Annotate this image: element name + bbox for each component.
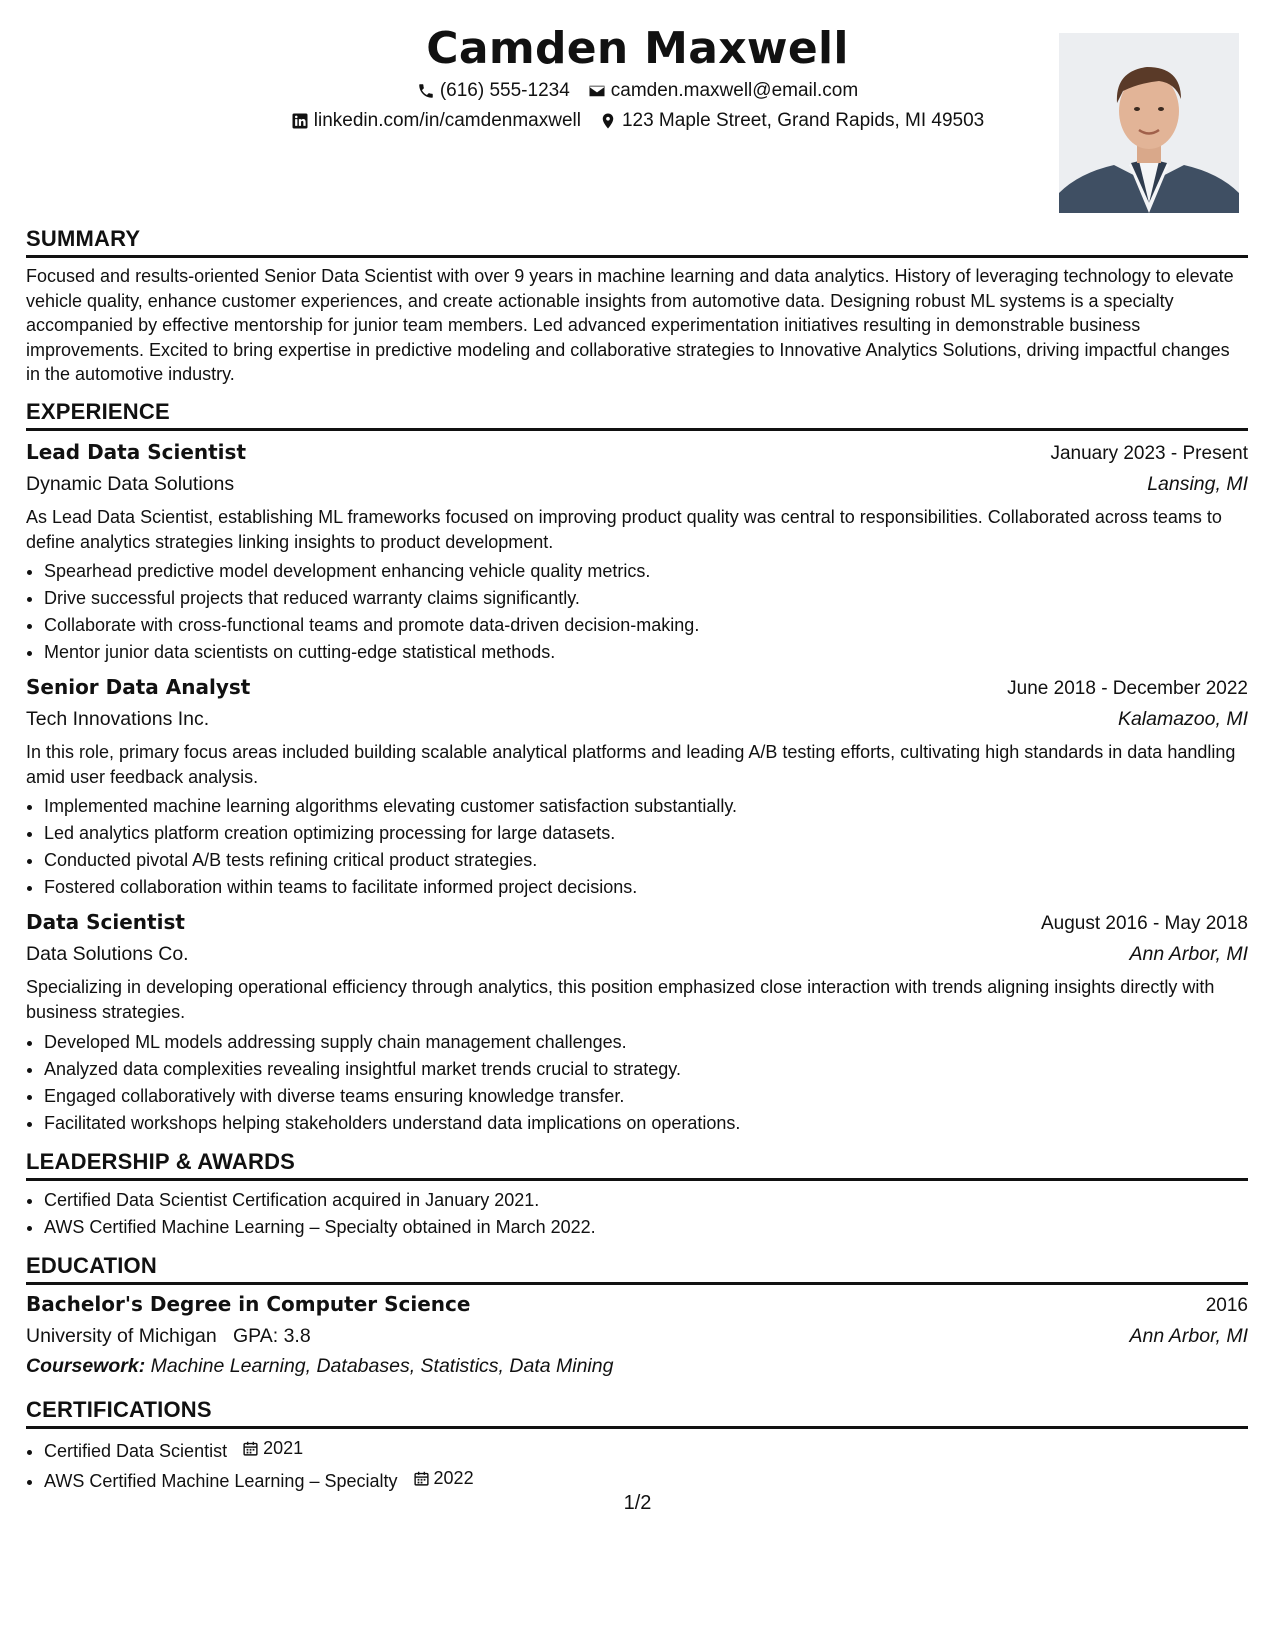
leadership-section [26,1147,1248,1241]
job-company: Data Solutions Co. [26,943,189,966]
job-dates: August 2016 - May 2018 [1040,913,1248,935]
job-bullets [26,793,1248,901]
job-location: Kalamazoo, MI [1117,708,1248,731]
job-location: Lansing, MI [1147,472,1248,495]
list-item: • Certified Data Scientist Certification acquired in January 2021. [44,1187,1248,1214]
job-title: Lead Data Scientist [26,439,246,464]
section-title-leadership: LEADERSHIP & AWARDS [26,1147,1248,1181]
summary-section [26,224,1248,387]
graduation-year: 2016 [1205,1294,1248,1316]
calendar-icon [413,1470,430,1487]
job-location: Ann Arbor, MI [1129,943,1248,966]
coursework [26,1351,1248,1381]
email-address: camden.maxwell@email.com [610,80,859,101]
phone-number: (616) 555-1234 [439,80,570,101]
coursework-label: Coursework: [26,1354,146,1377]
job-description: In this role, primary focus areas included building scalable analytical platforms and leading A/B testing efforts, cultivating high standards in data handling amid user feedback analysis. [26,742,1236,787]
candidate-name: Camden Maxwell [426,23,849,74]
school-location: Ann Arbor, MI [1129,1324,1248,1347]
list-item: • Spearhead predictive model development enhancing vehicle quality metrics. [44,558,1248,585]
job-company: Tech Innovations Inc. [26,708,210,731]
list-item [44,1465,1248,1495]
section-title-experience: EXPERIENCE [26,397,1248,431]
street-address: 123 Maple Street, Grand Rapids, MI 49503 [621,110,985,131]
resume-content [26,224,1248,1505]
coursework-list: Machine Learning, Databases, Statistics, Data Mining [150,1354,614,1377]
linkedin-url: linkedin.com/in/camdenmaxwell [313,110,581,131]
job-entry [26,437,1248,666]
certifications-section [26,1395,1248,1495]
address-contact [599,106,984,136]
degree-title: Bachelor's Degree in Computer Science [26,1291,471,1316]
job-company: Dynamic Data Solutions [26,472,235,495]
certification-date [413,1465,474,1492]
certification-name: AWS Certified Machine Learning – Specialty [44,1470,398,1491]
leadership-list [26,1187,1248,1241]
list-item: • Collaborate with cross-functional teams and promote data-driven decision-making. [44,612,1248,639]
map-pin-icon [599,112,617,130]
gpa: GPA: 3.8 [233,1324,311,1347]
section-title-certifications: CERTIFICATIONS [26,1395,1248,1429]
list-item: • Facilitated workshops helping stakeholders understand data implications on operations. [44,1110,1248,1137]
list-item: • Led analytics platform creation optimizing processing for large datasets. [44,820,1248,847]
school-name: University of Michigan [26,1324,217,1347]
page-number: 1/2 [623,1492,652,1514]
job-bullets [26,558,1248,666]
section-title-education: EDUCATION [26,1251,1248,1285]
job-dates: June 2018 - December 2022 [1007,678,1248,700]
email-contact[interactable] [588,76,858,106]
linkedin-icon [291,112,309,130]
list-item: • Analyzed data complexities revealing insightful market trends crucial to strategy. [44,1056,1248,1083]
list-item: • Developed ML models addressing supply chain management challenges. [44,1029,1248,1056]
job-title: Data Scientist [26,910,185,935]
list-item: • Engaged collaboratively with diverse teams ensuring knowledge transfer. [44,1083,1248,1110]
phone-icon [417,82,435,100]
section-title-summary: SUMMARY [26,224,1248,258]
envelope-icon [588,82,606,100]
certification-date [242,1435,303,1462]
job-description: As Lead Data Scientist, establishing ML frameworks focused on improving product quality was central to responsibilities. Collaborated across teams to define analytics strategies linking insights to product development. [26,506,1222,552]
list-item: • Mentor junior data scientists on cutting-edge statistical methods. [44,639,1248,666]
linkedin-contact[interactable] [291,106,581,136]
job-dates: January 2023 - Present [1050,442,1248,464]
certification-year: 2021 [263,1437,304,1458]
list-item: • AWS Certified Machine Learning – Specialty obtained in March 2022. [44,1214,1248,1241]
job-entry [26,907,1248,1136]
phone-contact[interactable] [417,76,570,106]
list-item: • Implemented machine learning algorithms elevating customer satisfaction substantially. [44,793,1248,820]
experience-section [26,397,1248,1137]
summary-text: Focused and results-oriented Senior Data Scientist with over 9 years in machine learning and data analytics. History of leveraging technology to elevate vehicle quality, enhance customer experiences, and create actionable insights from automotive data. Designing robust ML systems is a specialty accompanied by effective mentorship for junior team members. Led advanced experimentation initiatives resulting in demonstrable business improvements. Excited to bring expertise in predictive modeling and collaborative strategies to Innovative Analytics Solutions, driving impactful changes in the automotive industry. [26,266,1234,385]
list-item: • Conducted pivotal A/B tests refining critical product strategies. [44,847,1248,874]
school-info [26,1321,311,1351]
certification-year: 2022 [433,1467,474,1488]
education-section [26,1251,1248,1381]
calendar-icon [242,1440,259,1457]
job-entry [26,672,1248,901]
list-item: • Fostered collaboration within teams to facilitate informed project decisions. [44,874,1248,901]
job-title: Senior Data Analyst [26,675,251,700]
profile-photo [1059,33,1239,213]
list-item: • Drive successful projects that reduced warranty claims significantly. [44,585,1248,612]
profile-photo-illustration [1059,33,1239,213]
list-item [44,1435,1248,1465]
certification-name: Certified Data Scientist [44,1440,228,1461]
job-bullets [26,1029,1248,1137]
certifications-list [26,1435,1248,1495]
job-description: Specializing in developing operational efficiency through analytics, this position emphasized close interaction with trends aligning insights directly with business strategies. [26,977,1215,1022]
